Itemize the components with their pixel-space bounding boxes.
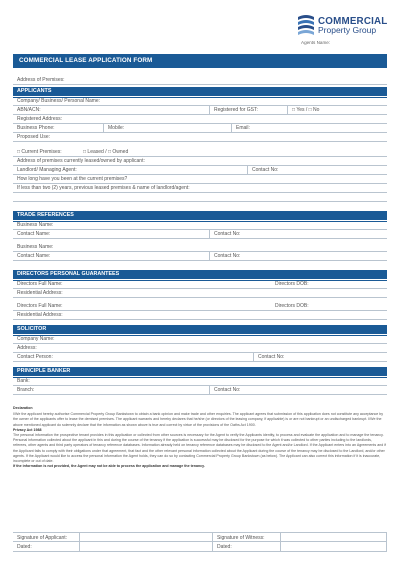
previous-premises-label: If less than two (2) years, previous leased premises & name of landlord/agent: (17, 185, 190, 191)
solicitor-contact-row[interactable] (13, 353, 387, 362)
gst-label: Registered for GST: (209, 106, 287, 114)
abn-row[interactable] (13, 106, 387, 115)
form-title: COMMERCIAL LEASE APPLICATION FORM (13, 54, 387, 68)
trade-contact-name-label-2: Contact Name: (17, 253, 51, 259)
solicitor-address-label: Address: (17, 345, 37, 351)
director-address-label-1: Residential Address: (17, 290, 63, 296)
business-phone-label: Business Phone: (17, 125, 55, 131)
dated-row[interactable] (13, 542, 387, 552)
current-address-label: Address of premises currently leased/owned by applicant: (17, 158, 145, 164)
how-long-field[interactable] (13, 175, 387, 184)
witness-signature-field[interactable] (280, 533, 387, 541)
landlord-contact-label: Contact No: (247, 166, 293, 174)
solicitor-heading: SOLICITOR (13, 325, 387, 334)
trade-contact-name-label-1: Contact Name: (17, 231, 51, 237)
director-dob-label-1: Directors DOB: (275, 281, 309, 287)
email-label: Email: (231, 124, 387, 132)
current-address-field[interactable] (13, 157, 387, 166)
how-long-label: How long have you been at the current premises? (17, 176, 128, 182)
director-dob-label-2: Directors DOB: (275, 303, 309, 309)
director-1-row[interactable] (13, 280, 387, 289)
applicant-signature-label: Signature of Applicant: (17, 535, 68, 541)
signature-block (13, 532, 387, 552)
branch-label: Branch: (17, 387, 35, 393)
director-name-label-2: Directors Full Name: (17, 303, 63, 309)
solicitor-contact-person-label: Contact Person: (17, 354, 53, 360)
trade-contact-no-label-1: Contact No: (209, 230, 259, 238)
solicitor-company[interactable] (13, 335, 387, 344)
current-premises-label: □ Current Premises: (17, 149, 62, 155)
proposed-use-label: Proposed Use: (17, 134, 51, 140)
applicant-signature-field[interactable] (79, 533, 212, 541)
declaration-text: I/We the applicant hereby authorise Commercial Property Group Bankstown to obtain a bank opinion and make trade and other enquiries. The applicant agrees that submission of this application does not constitute any acceptance by the owner of the applicants offer to lease the demised premises. The applicant warrants and hereby declares that he/she (or directors of the leasing company, if applicable) is or are not bankrupt or an undischarged bankrupt. I/We the above mentioned applicant do solemnly declare that the information as shown above is true and correct by virtue of the provisions of the Oaths Act 1900. (13, 412, 384, 427)
banker-contact-no-label: Contact No: (209, 386, 259, 394)
solicitor-address[interactable] (13, 344, 387, 353)
mobile-label: Mobile: (103, 124, 231, 132)
landlord-row[interactable] (13, 166, 387, 175)
trade-references-heading: TRADE REFERENCES (13, 211, 387, 220)
director-name-label-1: Directors Full Name: (17, 281, 63, 287)
applicants-heading: APPLICANTS (13, 87, 387, 96)
solicitor-company-label: Company Name: (17, 336, 55, 342)
trade-contact-no-label-2: Contact No: (209, 252, 259, 260)
current-premises-row[interactable] (13, 148, 387, 157)
branch-row[interactable] (13, 386, 387, 395)
company-logo-icon (295, 13, 317, 37)
witness-dated-label: Dated: (212, 542, 280, 551)
witness-signature-label: Signature of Witness: (212, 533, 280, 541)
registered-address-field[interactable] (13, 115, 387, 124)
registered-address-label: Registered Address: (17, 116, 63, 122)
directors-heading: DIRECTORS PERSONAL GUARANTEES (13, 270, 387, 279)
trade-contact-1[interactable] (13, 230, 387, 239)
privacy-heading: Privacy Act 1988 (13, 427, 42, 432)
banker-heading: PRINCIPLE BANKER (13, 367, 387, 376)
trade-business-2[interactable] (13, 243, 387, 252)
company-name-label: Company/ Business/ Personal Name: (17, 98, 101, 104)
logo-title: COMMERCIAL (318, 16, 388, 27)
solicitor-contact-no-label: Contact No: (253, 353, 303, 361)
declaration-block (13, 406, 387, 469)
previous-premises-field[interactable] (13, 184, 387, 193)
landlord-agent-label: Landlord/ Managing Agent: (17, 167, 77, 173)
gst-options[interactable]: □ Yes / □ No (287, 106, 387, 114)
trade-contact-2[interactable] (13, 252, 387, 261)
bank-field[interactable] (13, 377, 387, 386)
trade-business-1[interactable] (13, 221, 387, 230)
applicant-dated-label: Dated: (17, 544, 32, 550)
previous-premises-line[interactable] (13, 193, 387, 202)
company-name-field[interactable] (13, 97, 387, 106)
director-address-2[interactable] (13, 311, 387, 320)
premises-field[interactable] (13, 76, 387, 85)
trade-business-label-1: Business Name: (17, 222, 54, 228)
director-address-1[interactable] (13, 289, 387, 298)
privacy-text: The personal information the prospective tenant provides in this application or collected from other sources is necessary for the Agent to verify the Applicants identity, to process and evaluate the application and to manage the tenancy. Personal information collected about the applicant in this and during the course of the tenancy if the application is successful may be disclosed for the purpose for which it was collected to other parties including to the landlords, referees, other agents and third party operators of tenancy reference databases. Information already held on tenancy reference databases may be disclosed to the Agent and/or Landlord. If the Applicant enters into an Agreements and if the Applicant fails to comply with their obligations under that agreement, that fact and the other relevant personal information collected about the Applicant during the course of the tenancy may be disclosed to the Landlord, and/or other agents. If the Applicant would like to access the personal information the Agent holds, they can do so by contacting Commercial Property Group Bankstown (as below). The Applicant can also correct this information if it is inaccurate, incomplete or out of date. (13, 433, 386, 464)
phone-row[interactable] (13, 124, 387, 133)
director-address-label-2: Residential Address: (17, 312, 63, 318)
agents-name-field[interactable]: Agents Name: (301, 40, 331, 45)
director-2-row[interactable] (13, 302, 387, 311)
logo-subtitle: Property Group (318, 25, 377, 35)
applicant-dated-field[interactable] (79, 542, 212, 551)
abn-label: ABN/ACN: (17, 107, 41, 113)
warning-text: If the information is not provided, the Agent may not be able to process the application and manage the tenancy. (13, 464, 205, 469)
proposed-use-field[interactable] (13, 133, 387, 142)
premises-label: Address of Premises: (17, 77, 65, 83)
trade-business-label-2: Business Name: (17, 244, 54, 250)
declaration-heading: Declaration (13, 406, 33, 410)
signature-row[interactable] (13, 532, 387, 542)
leased-owned-options[interactable]: □ Leased / □ Owned (83, 149, 129, 155)
bank-label: Bank: (17, 378, 30, 384)
witness-dated-field[interactable] (280, 542, 387, 551)
